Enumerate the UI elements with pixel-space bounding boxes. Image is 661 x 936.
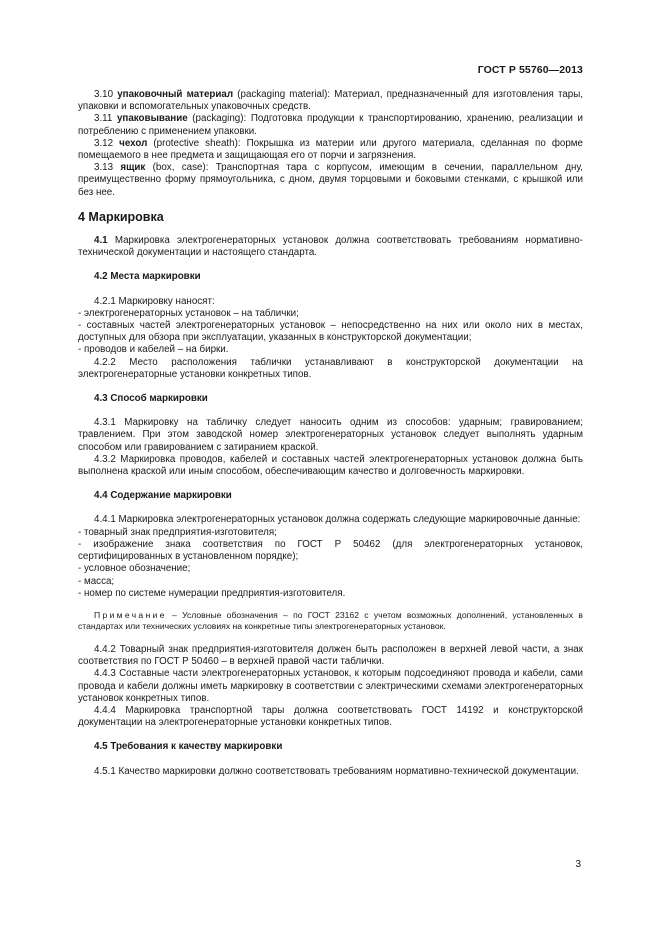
paragraph-4-4-3: 4.4.3 Составные части электрогенераторных установок, к которым подсоединяют провода и кабели, сами провода и кабели должны иметь маркировку в соответствии с электрическими схемами электрогенераторных установок конкретных типов. [78,668,583,704]
paragraph-4-4-1: 4.4.1 Маркировка электрогенераторных установок должна содержать следующие маркировочные данные: [94,514,581,526]
paragraph-number: 4.1 [94,235,108,247]
paragraph-4-4-4: 4.4.4 Маркировка транспортной тары должна соответствовать ГОСТ 14192 и конструкторской документации на электрогенераторные установки конкретных типов. [78,704,583,729]
list-item: - изображение знака соответствия по ГОСТ Р 50462 (для электрогенераторных установок, сертифицированных в установленном порядке); [78,538,583,563]
term-name: ящик [120,162,146,174]
paragraph-4-3-2: 4.3.2 Маркировка проводов, кабелей и составных частей электрогенераторных установок должна быть выполнена краской или иным способом, обеспечивающим качество и долговечность маркировки. [78,453,583,478]
term-name: упаковочный материал [117,89,234,100]
term-definition: (box, case): Транспортная тара с корпусом, имеющим в сечении, параллельном дну, преимущественно форму прямоугольника, с дном, двумя торцовыми и боковыми стенками, с крышкой или без нее. [78,162,583,198]
paragraph-4-4-2: 4.4.2 Товарный знак предприятия-изготовителя должен быть расположен в верхней левой части, а знак соответствия по ГОСТ Р 50460 – в верхней правой части таблички. [78,643,583,668]
note-label: Примечание [94,609,167,620]
paragraph-text: Маркировка электрогенераторных установок должна соответствовать требованиям нормативно-технической документации и настоящего стандарта. [78,235,583,259]
section-4-5-title: 4.5 Требования к качеству маркировки [94,741,283,753]
term-3-13 [78,162,583,199]
paragraph-4-1 [78,235,583,259]
list-item: - номер по системе нумерации предприятия-изготовителя. [78,587,346,599]
list-item: - проводов и кабелей – на бирки. [78,344,229,356]
section-4-title: 4 Маркировка [78,209,164,224]
page-number: 3 [575,859,581,870]
paragraph-4-3-1: 4.3.1 Маркировку на табличку следует наносить одним из способов: ударным; гравированием; травлением. При этом заводской номер электрогенераторных установок следует выполнять ударным способом или гравированием с затиранием краской. [78,417,583,453]
term-definition: (protective sheath): Покрышка из материи или другого материала, сделанная по форме помещаемого в нее предмета и защищающая его от порчи и загрязнения. [78,137,583,162]
list-item: - масса; [78,575,115,587]
standard-header: ГОСТ Р 55760—2013 [477,64,583,76]
paragraph-4-2-2: 4.2.2 Место расположения таблички устанавливают в конструкторской документации на электрогенераторные установки конкретных типов. [78,356,583,380]
term-3-10 [78,89,583,113]
section-4-3-title: 4.3 Способ маркировки [94,393,208,405]
section-4-2-title: 4.2 Места маркировки [94,271,201,283]
paragraph-4-5-1: 4.5.1 Качество маркировки должно соответствовать требованиям нормативно-технической документации. [94,765,579,777]
note [78,610,583,632]
section-4-4-title: 4.4 Содержание маркировки [94,490,232,502]
paragraph-4-2-1: 4.2.1 Маркировку наносят: [94,295,215,307]
term-number: 3.12 [94,137,114,149]
term-definition: (packaging): Подготовка продукции к транспортированию, хранению, реализации и потреблению с применением упаковки. [78,113,583,137]
list-item: - составных частей электрогенераторных установок – непосредственно на них или около них в местах, доступных для обзора при эксплуатации, указанных в конструкторской документации; [78,320,583,344]
term-definition: (packaging material): Материал, предназначенный для изготовления тары, упаковки и вспомогательных упаковочных средств. [78,89,583,113]
term-number: 3.11 [94,113,113,125]
page-content [78,89,583,778]
term-name: упаковывание [116,113,188,125]
list-item: - условное обозначение; [78,563,191,575]
list-item: - товарный знак предприятия-изготовителя; [78,526,277,538]
term-number: 3.13 [94,162,114,174]
note-text: – Условные обозначения – по ГОСТ 23162 с учетом возможных дополнений, установленных в стандартах или технических условиях на конкретные типы электрогенераторных установок. [78,609,583,631]
list-item: - электрогенераторных установок – на таблички; [78,307,299,319]
term-3-11 [78,113,583,137]
term-3-12 [78,138,583,162]
term-name: чехол [119,137,148,149]
term-number: 3.10 [94,89,114,100]
